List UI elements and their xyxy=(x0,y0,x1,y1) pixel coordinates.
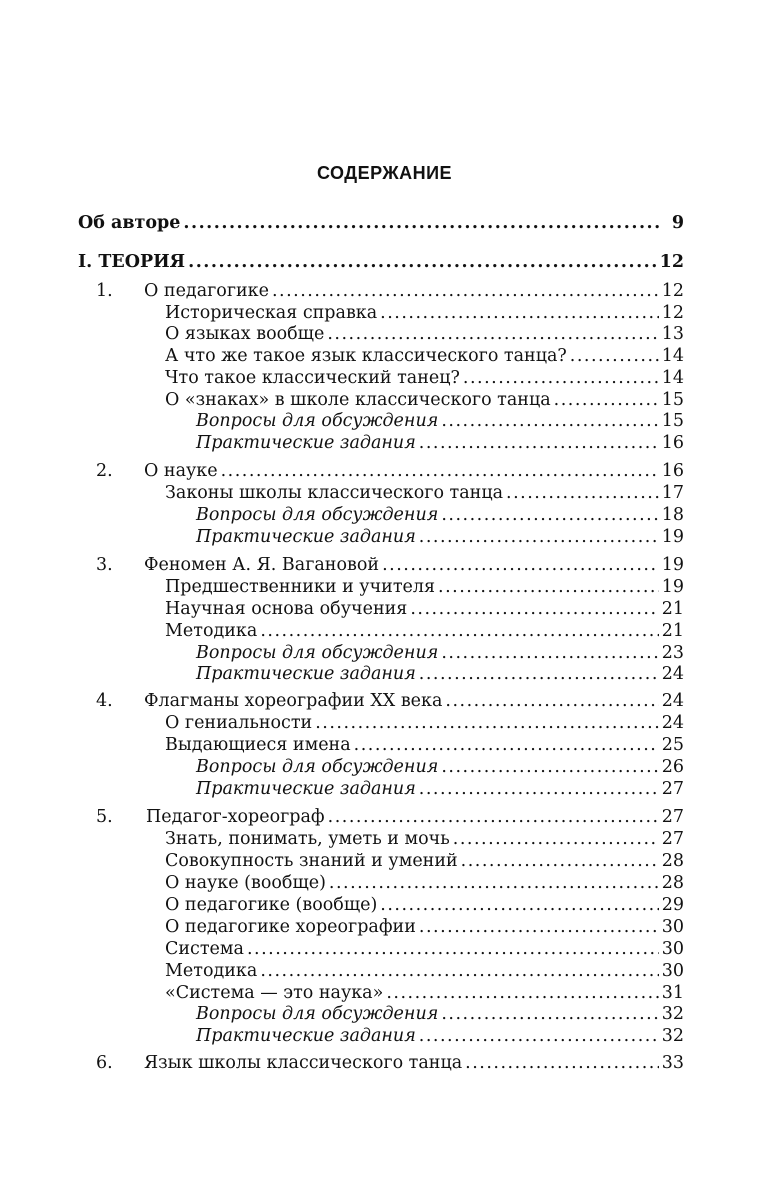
leader-dots xyxy=(419,526,659,548)
toc-entry[interactable] xyxy=(165,850,684,872)
entry-page: 17 xyxy=(661,483,684,503)
entry-page: 15 xyxy=(661,390,684,410)
entry-label: О науке xyxy=(144,461,218,481)
entry-page: 28 xyxy=(661,873,684,893)
leader-dots xyxy=(328,806,659,828)
entry-label: Практические задания xyxy=(196,527,416,547)
toc-entry[interactable] xyxy=(144,280,684,302)
entry-page: 23 xyxy=(661,643,684,663)
toc-entry[interactable] xyxy=(165,302,684,324)
entry-label: Выдающиеся имена xyxy=(165,735,351,755)
chapter-number: 6. xyxy=(96,1053,113,1073)
leader-dots xyxy=(382,554,659,576)
entry-page: 15 xyxy=(661,411,684,431)
entry-label: Практические задания xyxy=(196,779,416,799)
entry-label: Вопросы для обсуждения xyxy=(196,643,439,663)
entry-label: Флагманы хореографии XX века xyxy=(144,691,443,711)
leader-dots xyxy=(441,756,658,778)
leader-dots xyxy=(570,345,659,367)
entry-label: О гениальности xyxy=(165,713,313,733)
toc-entry[interactable] xyxy=(196,410,684,432)
leader-dots xyxy=(380,894,658,916)
toc-entry[interactable] xyxy=(196,778,684,800)
entry-label: Предшественники и учителя xyxy=(165,577,436,597)
entry-label: Совокупность знаний и умений xyxy=(165,851,458,871)
entry-page: 26 xyxy=(661,757,684,777)
entry-page: 21 xyxy=(661,599,684,619)
chapter-number: 2. xyxy=(96,461,113,481)
toc-entry[interactable] xyxy=(165,598,684,620)
entry-page: 18 xyxy=(661,505,684,525)
leader-dots xyxy=(438,576,659,598)
toc-entry[interactable] xyxy=(165,323,684,345)
toc-entry[interactable] xyxy=(165,982,684,1004)
entry-label: Система xyxy=(165,939,244,959)
entry-label: Об авторе xyxy=(78,213,181,233)
entry-page: 14 xyxy=(661,346,684,366)
toc-entry[interactable] xyxy=(196,756,684,778)
toc-entry[interactable] xyxy=(196,432,684,454)
toc-entry[interactable] xyxy=(165,872,684,894)
leader-dots xyxy=(327,323,658,345)
entry-label: Практические задания xyxy=(196,1026,416,1046)
entry-label: О «знаках» в школе классического танца xyxy=(165,390,551,410)
toc-entry[interactable] xyxy=(196,1003,684,1025)
leader-dots xyxy=(453,828,659,850)
leader-dots xyxy=(221,460,659,482)
entry-page: 33 xyxy=(661,1053,684,1073)
entry-label: Методика xyxy=(165,621,258,641)
toc-entry[interactable] xyxy=(165,734,684,756)
entry-label: О педагогике хореографии xyxy=(165,917,416,937)
leader-dots xyxy=(461,850,659,872)
entry-page: 19 xyxy=(661,527,684,547)
entry-page: 13 xyxy=(661,324,684,344)
entry-page: 30 xyxy=(661,939,684,959)
toc-entry[interactable] xyxy=(196,504,684,526)
entry-page: 21 xyxy=(661,621,684,641)
entry-page: 12 xyxy=(661,303,684,323)
entry-label: Практические задания xyxy=(196,433,416,453)
leader-dots xyxy=(183,212,659,234)
leader-dots xyxy=(441,410,658,432)
entry-label: О языках вообще xyxy=(165,324,325,344)
toc-entry[interactable] xyxy=(165,576,684,598)
toc-entry[interactable] xyxy=(165,712,684,734)
entry-label: О педагогике (вообще) xyxy=(165,895,378,915)
toc-entry[interactable] xyxy=(165,367,684,389)
toc-entry[interactable] xyxy=(144,690,684,712)
entry-page: 24 xyxy=(661,691,684,711)
toc-entry[interactable] xyxy=(144,460,684,482)
toc-entry[interactable] xyxy=(165,916,684,938)
entry-label: Вопросы для обсуждения xyxy=(196,411,439,431)
toc-entry[interactable] xyxy=(144,1052,684,1074)
leader-dots xyxy=(260,620,658,642)
entry-page: 27 xyxy=(661,829,684,849)
entry-page: 12 xyxy=(661,281,684,301)
leader-dots xyxy=(441,642,658,664)
leader-dots xyxy=(419,432,659,454)
leader-dots xyxy=(554,389,659,411)
leader-dots xyxy=(247,938,659,960)
entry-page: 32 xyxy=(661,1026,684,1046)
entry-label: Язык школы классического танца xyxy=(144,1053,463,1073)
toc-entry[interactable] xyxy=(196,1025,684,1047)
entry-page: 28 xyxy=(661,851,684,871)
entry-page: 19 xyxy=(661,577,684,597)
entry-label: Вопросы для обсуждения xyxy=(196,757,439,777)
entry-label: Научная основа обучения xyxy=(165,599,408,619)
toc-entry[interactable] xyxy=(196,642,684,664)
toc-entry[interactable] xyxy=(165,960,684,982)
leader-dots xyxy=(188,251,657,273)
entry-label: Феномен А. Я. Вагановой xyxy=(144,555,380,575)
toc-entry[interactable] xyxy=(78,251,684,273)
leader-dots xyxy=(272,280,659,302)
entry-page: 27 xyxy=(661,807,684,827)
chapter-number: 5. xyxy=(96,807,113,827)
leader-dots xyxy=(329,872,659,894)
page-title: СОДЕРЖАНИЕ xyxy=(316,163,453,183)
leader-dots xyxy=(506,482,659,504)
chapter-number: 1. xyxy=(96,281,113,301)
toc-entry[interactable] xyxy=(165,894,684,916)
leader-dots xyxy=(315,712,659,734)
entry-page: 16 xyxy=(661,433,684,453)
toc-entry[interactable] xyxy=(78,212,684,234)
entry-label: О педагогике xyxy=(144,281,269,301)
entry-page: 29 xyxy=(661,895,684,915)
leader-dots xyxy=(419,916,659,938)
leader-dots xyxy=(260,960,658,982)
leader-dots xyxy=(441,1003,658,1025)
leader-dots xyxy=(354,734,659,756)
toc-entry[interactable] xyxy=(165,828,684,850)
leader-dots xyxy=(419,663,659,685)
chapter-number: 3. xyxy=(96,555,113,575)
toc-entry[interactable] xyxy=(165,620,684,642)
entry-label: Методика xyxy=(165,961,258,981)
entry-page: 9 xyxy=(671,213,684,233)
leader-dots xyxy=(419,1025,659,1047)
leader-dots xyxy=(445,690,658,712)
entry-page: 12 xyxy=(659,252,684,272)
entry-page: 16 xyxy=(661,461,684,481)
entry-page: 27 xyxy=(661,779,684,799)
entry-page: 14 xyxy=(661,368,684,388)
toc-entry[interactable] xyxy=(165,482,684,504)
entry-page: 30 xyxy=(661,961,684,981)
entry-page: 30 xyxy=(661,917,684,937)
entry-label: I. ТЕОРИЯ xyxy=(78,252,186,272)
toc-entry[interactable] xyxy=(196,526,684,548)
leader-dots xyxy=(386,982,658,1004)
entry-label: Вопросы для обсуждения xyxy=(196,505,439,525)
entry-label: Законы школы классического танца xyxy=(165,483,504,503)
entry-label: Практические задания xyxy=(196,664,416,684)
leader-dots xyxy=(410,598,658,620)
entry-label: А что же такое язык классического танца? xyxy=(165,346,567,366)
entry-label: «Система — это наука» xyxy=(165,983,384,1003)
entry-label: Педагог-хореограф xyxy=(146,807,325,827)
entry-page: 24 xyxy=(661,713,684,733)
entry-label: Историческая справка xyxy=(165,303,378,323)
toc-entry[interactable] xyxy=(146,806,684,828)
entry-page: 19 xyxy=(661,555,684,575)
leader-dots xyxy=(465,1052,659,1074)
toc-entry[interactable] xyxy=(165,938,684,960)
entry-label: Знать, понимать, уметь и мочь xyxy=(165,829,450,849)
leader-dots xyxy=(380,302,659,324)
toc-entry[interactable] xyxy=(196,663,684,685)
entry-page: 32 xyxy=(661,1004,684,1024)
entry-page: 31 xyxy=(661,983,684,1003)
chapter-number: 4. xyxy=(96,691,113,711)
entry-label: О науке (вообще) xyxy=(165,873,326,893)
leader-dots xyxy=(463,367,659,389)
toc-entry[interactable] xyxy=(144,554,684,576)
leader-dots xyxy=(419,778,659,800)
entry-page: 25 xyxy=(661,735,684,755)
entry-label: Вопросы для обсуждения xyxy=(196,1004,439,1024)
entry-page: 24 xyxy=(661,664,684,684)
toc-entry[interactable] xyxy=(165,345,684,367)
leader-dots xyxy=(441,504,658,526)
toc-entry[interactable] xyxy=(165,389,684,411)
entry-label: Что такое классический танец? xyxy=(165,368,460,388)
